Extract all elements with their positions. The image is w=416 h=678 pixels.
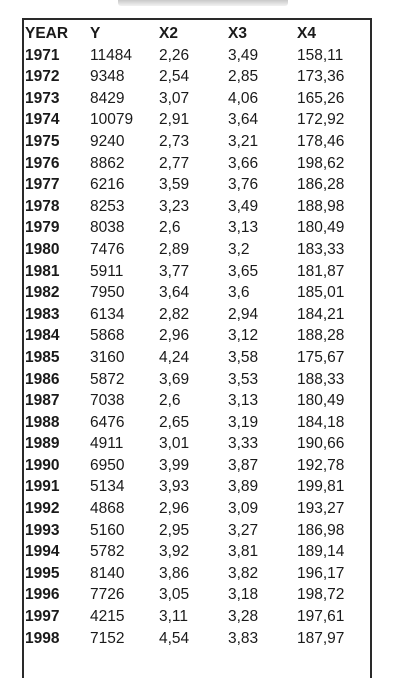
cell-y: 5868: [90, 327, 125, 345]
cell-x3: 3,13: [228, 392, 259, 410]
column-header-y: Y: [90, 25, 101, 42]
table-row: [24, 563, 367, 585]
cell-x4: 165,26: [297, 89, 345, 107]
cell-x2: 2,91: [159, 111, 190, 129]
cell-x3: 3,64: [228, 111, 259, 129]
cell-x4: 186,98: [297, 521, 345, 539]
table-row: [24, 541, 367, 563]
cell-year: 1994: [25, 543, 60, 561]
cell-year: 1990: [25, 456, 60, 474]
cell-x4: 188,33: [297, 370, 345, 388]
cell-year: 1991: [25, 478, 60, 496]
cell-year: 1995: [25, 564, 60, 582]
cell-x4: 178,46: [297, 132, 345, 150]
cell-year: 1986: [25, 370, 60, 388]
cropped-caption-remnant: [118, 0, 288, 6]
cell-y: 11484: [90, 46, 132, 64]
cell-year: 1976: [25, 154, 60, 172]
column-header-x2: X2: [159, 25, 178, 42]
cell-year: 1998: [25, 629, 60, 647]
cell-year: 1985: [25, 348, 60, 366]
data-table-frame: [22, 18, 372, 678]
table-header-row: [24, 23, 367, 45]
cell-x2: 3,99: [159, 456, 190, 474]
cell-x2: 4,24: [159, 348, 190, 366]
cell-x4: 175,67: [297, 348, 345, 366]
table-row: [24, 455, 367, 477]
cell-year: 1980: [25, 240, 60, 258]
cell-y: 6216: [90, 176, 125, 194]
cell-y: 5911: [90, 262, 124, 280]
cell-year: 1988: [25, 413, 60, 431]
table-row: [24, 109, 367, 131]
table-row: [24, 476, 367, 498]
cell-x4: 187,97: [297, 629, 345, 647]
cell-y: 9240: [90, 132, 125, 150]
cell-x2: 3,77: [159, 262, 190, 280]
cell-x4: 183,33: [297, 240, 345, 258]
cell-x3: 3,2: [228, 240, 250, 258]
cell-x4: 180,49: [297, 219, 345, 237]
table-row: [24, 433, 367, 455]
cell-x4: 199,81: [297, 478, 345, 496]
column-header-x3: X3: [228, 25, 247, 42]
cell-x4: 181,87: [297, 262, 345, 280]
table-row: [24, 66, 367, 88]
cell-year: 1981: [25, 262, 60, 280]
cell-x3: 3,58: [228, 348, 259, 366]
cell-year: 1989: [25, 435, 60, 453]
cell-year: 1993: [25, 521, 60, 539]
cell-x3: 4,06: [228, 89, 259, 107]
table-row: [24, 347, 367, 369]
table-row: [24, 498, 367, 520]
cell-x2: 2,89: [159, 240, 190, 258]
cell-x2: 2,54: [159, 68, 190, 86]
table-row: [24, 304, 367, 326]
cell-x3: 3,18: [228, 586, 259, 604]
cell-x4: 197,61: [297, 608, 345, 626]
cell-x4: 193,27: [297, 500, 345, 518]
table-row: [24, 261, 367, 283]
cell-x2: 2,96: [159, 500, 190, 518]
cell-x4: 180,49: [297, 392, 345, 410]
cell-y: 7476: [90, 240, 125, 258]
cell-x4: 186,28: [297, 176, 345, 194]
cell-x2: 2,65: [159, 413, 190, 431]
cell-x4: 198,62: [297, 154, 345, 172]
cell-x2: 2,95: [159, 521, 190, 539]
cell-x4: 172,92: [297, 111, 345, 129]
cell-year: 1983: [25, 305, 60, 323]
cell-x3: 3,33: [228, 435, 259, 453]
cell-x4: 189,14: [297, 543, 345, 561]
cell-x3: 3,82: [228, 564, 259, 582]
cell-y: 5160: [90, 521, 125, 539]
cell-y: 7950: [90, 284, 125, 302]
cell-y: 5872: [90, 370, 125, 388]
cell-x2: 3,93: [159, 478, 190, 496]
cell-y: 8038: [90, 219, 125, 237]
cell-x4: 184,21: [297, 305, 345, 323]
cell-x4: 158,11: [297, 46, 344, 64]
cell-x3: 3,21: [228, 132, 259, 150]
cell-y: 6134: [90, 305, 125, 323]
cell-x2: 3,64: [159, 284, 190, 302]
cell-x2: 4,54: [159, 629, 190, 647]
cell-year: 1992: [25, 500, 60, 518]
cell-y: 6950: [90, 456, 125, 474]
cell-y: 7726: [90, 586, 125, 604]
cell-year: 1972: [25, 68, 60, 86]
cell-x2: 3,86: [159, 564, 190, 582]
table-row: [24, 606, 367, 628]
cell-x2: 3,01: [159, 435, 190, 453]
cell-x3: 3,49: [228, 197, 259, 215]
column-header-x4: X4: [297, 25, 316, 42]
cell-x4: 188,98: [297, 197, 345, 215]
table-row: [24, 412, 367, 434]
cell-x4: 198,72: [297, 586, 345, 604]
cell-year: 1984: [25, 327, 60, 345]
table-row: [24, 584, 367, 606]
cell-y: 8253: [90, 197, 125, 215]
cell-x2: 2,26: [159, 46, 190, 64]
cell-x2: 3,05: [159, 586, 190, 604]
column-header-year: YEAR: [25, 25, 69, 42]
cell-x2: 3,23: [159, 197, 190, 215]
cell-year: 1971: [25, 46, 60, 64]
cell-x4: 184,18: [297, 413, 345, 431]
cell-year: 1996: [25, 586, 60, 604]
table-row: [24, 45, 367, 67]
cell-year: 1979: [25, 219, 60, 237]
cell-x3: 3,12: [228, 327, 259, 345]
cell-x3: 3,65: [228, 262, 259, 280]
cell-x3: 3,76: [228, 176, 259, 194]
cell-x2: 2,6: [159, 392, 181, 410]
cell-x2: 3,59: [159, 176, 190, 194]
table-row: [24, 369, 367, 391]
cell-x3: 3,81: [228, 543, 259, 561]
cell-y: 7038: [90, 392, 125, 410]
table-row: [24, 217, 367, 239]
cell-y: 7152: [90, 629, 125, 647]
cell-x3: 3,49: [228, 46, 259, 64]
cell-y: 8862: [90, 154, 125, 172]
cell-x3: 3,19: [228, 413, 259, 431]
cell-x3: 2,85: [228, 68, 259, 86]
cell-x2: 3,11: [159, 608, 189, 626]
cell-year: 1973: [25, 89, 60, 107]
cell-year: 1997: [25, 608, 60, 626]
cell-x3: 3,89: [228, 478, 259, 496]
table-row: [24, 325, 367, 347]
cell-y: 4215: [90, 608, 125, 626]
data-table: [24, 23, 367, 649]
cell-year: 1978: [25, 197, 60, 215]
cell-x3: 3,6: [228, 284, 250, 302]
cell-year: 1982: [25, 284, 60, 302]
cell-y: 4868: [90, 500, 125, 518]
cell-x3: 3,87: [228, 456, 259, 474]
cell-x2: 2,82: [159, 305, 190, 323]
cell-year: 1975: [25, 132, 60, 150]
table-row: [24, 239, 367, 261]
table-body: [24, 45, 367, 650]
table-row: [24, 196, 367, 218]
cell-x4: 190,66: [297, 435, 345, 453]
cell-x2: 2,6: [159, 219, 181, 237]
cell-x2: 3,69: [159, 370, 190, 388]
cell-x3: 3,09: [228, 500, 259, 518]
table-row: [24, 628, 367, 650]
cell-x3: 3,13: [228, 219, 259, 237]
cell-x3: 3,53: [228, 370, 259, 388]
cell-x4: 173,36: [297, 68, 345, 86]
cell-x4: 185,01: [297, 284, 345, 302]
table-row: [24, 153, 367, 175]
cell-y: 8429: [90, 89, 125, 107]
table-row: [24, 390, 367, 412]
cell-x3: 3,83: [228, 629, 259, 647]
table-row: [24, 131, 367, 153]
table-row: [24, 88, 367, 110]
cell-year: 1987: [25, 392, 60, 410]
cell-x4: 192,78: [297, 456, 345, 474]
cell-year: 1977: [25, 176, 60, 194]
table-row: [24, 282, 367, 304]
table-row: [24, 174, 367, 196]
cell-x3: 3,28: [228, 608, 259, 626]
cell-x3: 2,94: [228, 305, 259, 323]
cell-year: 1974: [25, 111, 60, 129]
cell-x2: 2,96: [159, 327, 190, 345]
cell-y: 3160: [90, 348, 125, 366]
cell-x3: 3,27: [228, 521, 259, 539]
cell-x3: 3,66: [228, 154, 259, 172]
cell-y: 9348: [90, 68, 125, 86]
table-row: [24, 520, 367, 542]
cell-x2: 3,92: [159, 543, 190, 561]
cell-y: 5782: [90, 543, 125, 561]
cell-y: 8140: [90, 564, 125, 582]
cell-x4: 196,17: [297, 564, 345, 582]
cell-x2: 2,73: [159, 132, 190, 150]
cell-x4: 188,28: [297, 327, 345, 345]
cell-y: 10079: [90, 111, 134, 129]
cell-x2: 2,77: [159, 154, 190, 172]
cell-y: 4911: [90, 435, 124, 453]
cell-y: 6476: [90, 413, 125, 431]
cell-x2: 3,07: [159, 89, 190, 107]
cell-y: 5134: [90, 478, 125, 496]
